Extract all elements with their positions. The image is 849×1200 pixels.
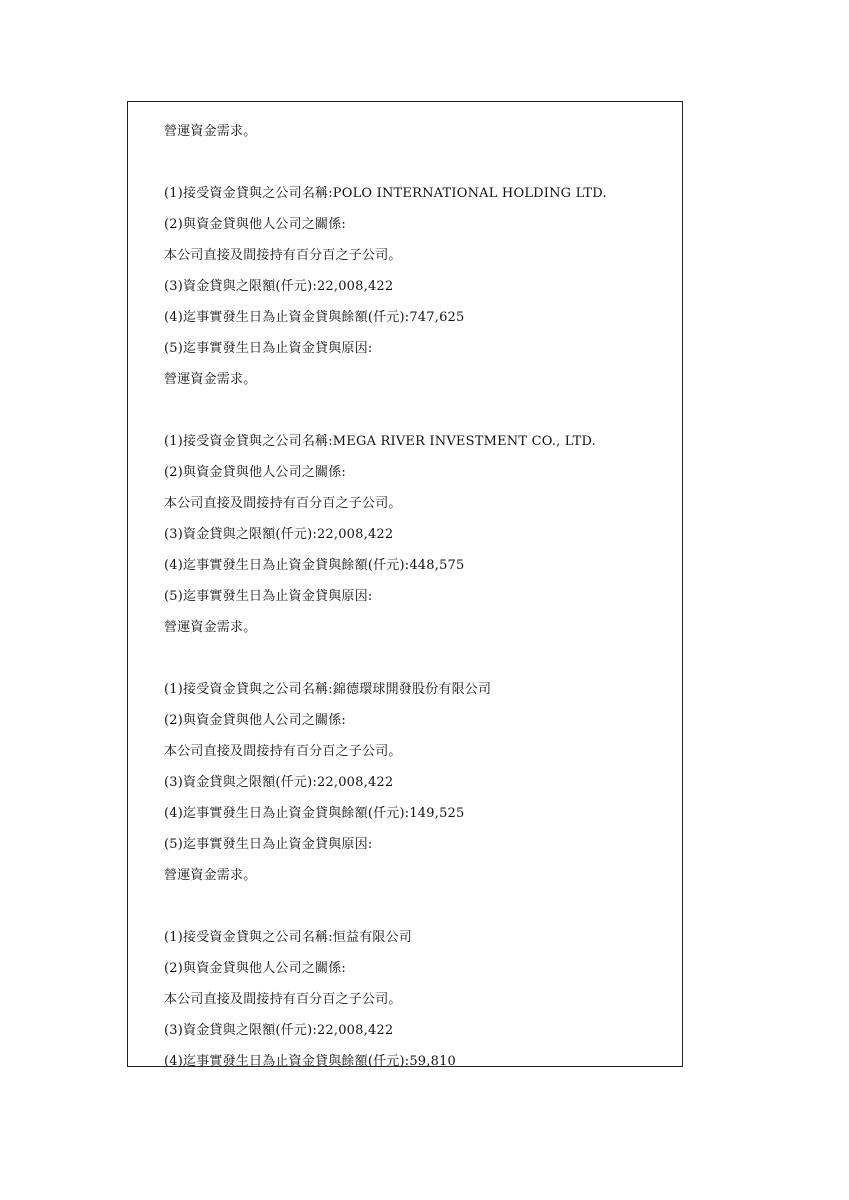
reason-value: 營運資金需求。 [164, 620, 257, 635]
relation-value: 本公司直接及間接持有百分百之子公司。 [164, 496, 402, 511]
limit-line: (3)資金貸與之限額(仟元):22,008,422 [164, 279, 394, 294]
relation-label: (2)與資金貸與他人公司之關係: [164, 217, 346, 232]
limit-line: (3)資金貸與之限額(仟元):22,008,422 [164, 775, 394, 790]
reason-label: (5)迄事實發生日為止資金貸與原因: [164, 837, 373, 852]
reason-value: 營運資金需求。 [164, 868, 257, 883]
relation-value: 本公司直接及間接持有百分百之子公司。 [164, 992, 402, 1007]
loan-block-hengyi [164, 922, 672, 1077]
balance-line: (4)迄事實發生日為止資金貸與餘額(仟元):149,525 [164, 806, 465, 821]
relation-label: (2)與資金貸與他人公司之關係: [164, 465, 346, 480]
balance-line: (4)迄事實發生日為止資金貸與餘額(仟元):747,625 [164, 310, 465, 325]
document-frame [127, 101, 683, 1067]
balance-line: (4)迄事實發生日為止資金貸與餘額(仟元):59,810 [164, 1054, 457, 1069]
relation-value: 本公司直接及間接持有百分百之子公司。 [164, 744, 402, 759]
borrower-name-line: (1)接受資金貸與之公司名稱:錦德環球開發股份有限公司 [164, 682, 492, 697]
loan-block-polo [164, 178, 672, 395]
spacer [164, 147, 672, 178]
balance-line: (4)迄事實發生日為止資金貸與餘額(仟元):448,575 [164, 558, 465, 573]
intro-line: 營運資金需求。 [164, 124, 257, 139]
document-content [164, 116, 672, 1077]
borrower-name-line: (1)接受資金貸與之公司名稱:MEGA RIVER INVESTMENT CO., LTD. [164, 434, 596, 449]
reason-label: (5)迄事實發生日為止資金貸與原因: [164, 589, 373, 604]
loan-block-mega-river [164, 426, 672, 643]
relation-label: (2)與資金貸與他人公司之關係: [164, 961, 346, 976]
spacer [164, 643, 672, 674]
limit-line: (3)資金貸與之限額(仟元):22,008,422 [164, 527, 394, 542]
relation-label: (2)與資金貸與他人公司之關係: [164, 713, 346, 728]
reason-value: 營運資金需求。 [164, 372, 257, 387]
limit-line: (3)資金貸與之限額(仟元):22,008,422 [164, 1023, 394, 1038]
borrower-name-line: (1)接受資金貸與之公司名稱:恒益有限公司 [164, 930, 412, 945]
spacer [164, 891, 672, 922]
relation-value: 本公司直接及間接持有百分百之子公司。 [164, 248, 402, 263]
spacer [164, 395, 672, 426]
borrower-name-line: (1)接受資金貸與之公司名稱:POLO INTERNATIONAL HOLDING LTD. [164, 186, 607, 201]
loan-block-jinde [164, 674, 672, 891]
reason-label: (5)迄事實發生日為止資金貸與原因: [164, 341, 373, 356]
